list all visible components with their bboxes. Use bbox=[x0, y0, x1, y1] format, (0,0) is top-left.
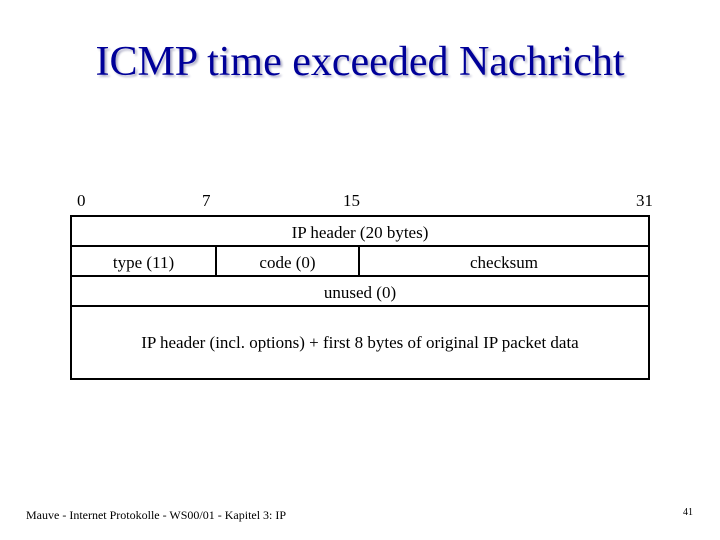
footer-text: Mauve - Internet Protokolle - WS00/01 - Kapitel 3: IP bbox=[26, 508, 287, 522]
page-number: 41 bbox=[683, 507, 693, 518]
bit-label-15: 15 bbox=[343, 191, 360, 210]
data-row bbox=[72, 307, 648, 378]
unused-label: unused (0) bbox=[323, 283, 397, 302]
type-field: type (11) bbox=[72, 247, 217, 275]
checksum-field: checksum bbox=[470, 253, 538, 272]
data-label: IP header (incl. options) + first 8 bytes of original IP packet data bbox=[141, 333, 579, 352]
ip-header-label: IP header (20 bytes) bbox=[291, 223, 429, 242]
bit-label-31: 31 bbox=[636, 191, 653, 210]
packet-diagram bbox=[70, 215, 650, 380]
unused-row bbox=[72, 277, 648, 307]
slide-title: ICMP time exceeded Nachricht bbox=[95, 39, 625, 85]
bit-label-7: 7 bbox=[202, 191, 211, 210]
bit-label-0: 0 bbox=[77, 191, 86, 210]
ip-header-row bbox=[72, 217, 648, 247]
fields-row bbox=[72, 247, 648, 277]
code-field: code (0) bbox=[217, 247, 360, 275]
